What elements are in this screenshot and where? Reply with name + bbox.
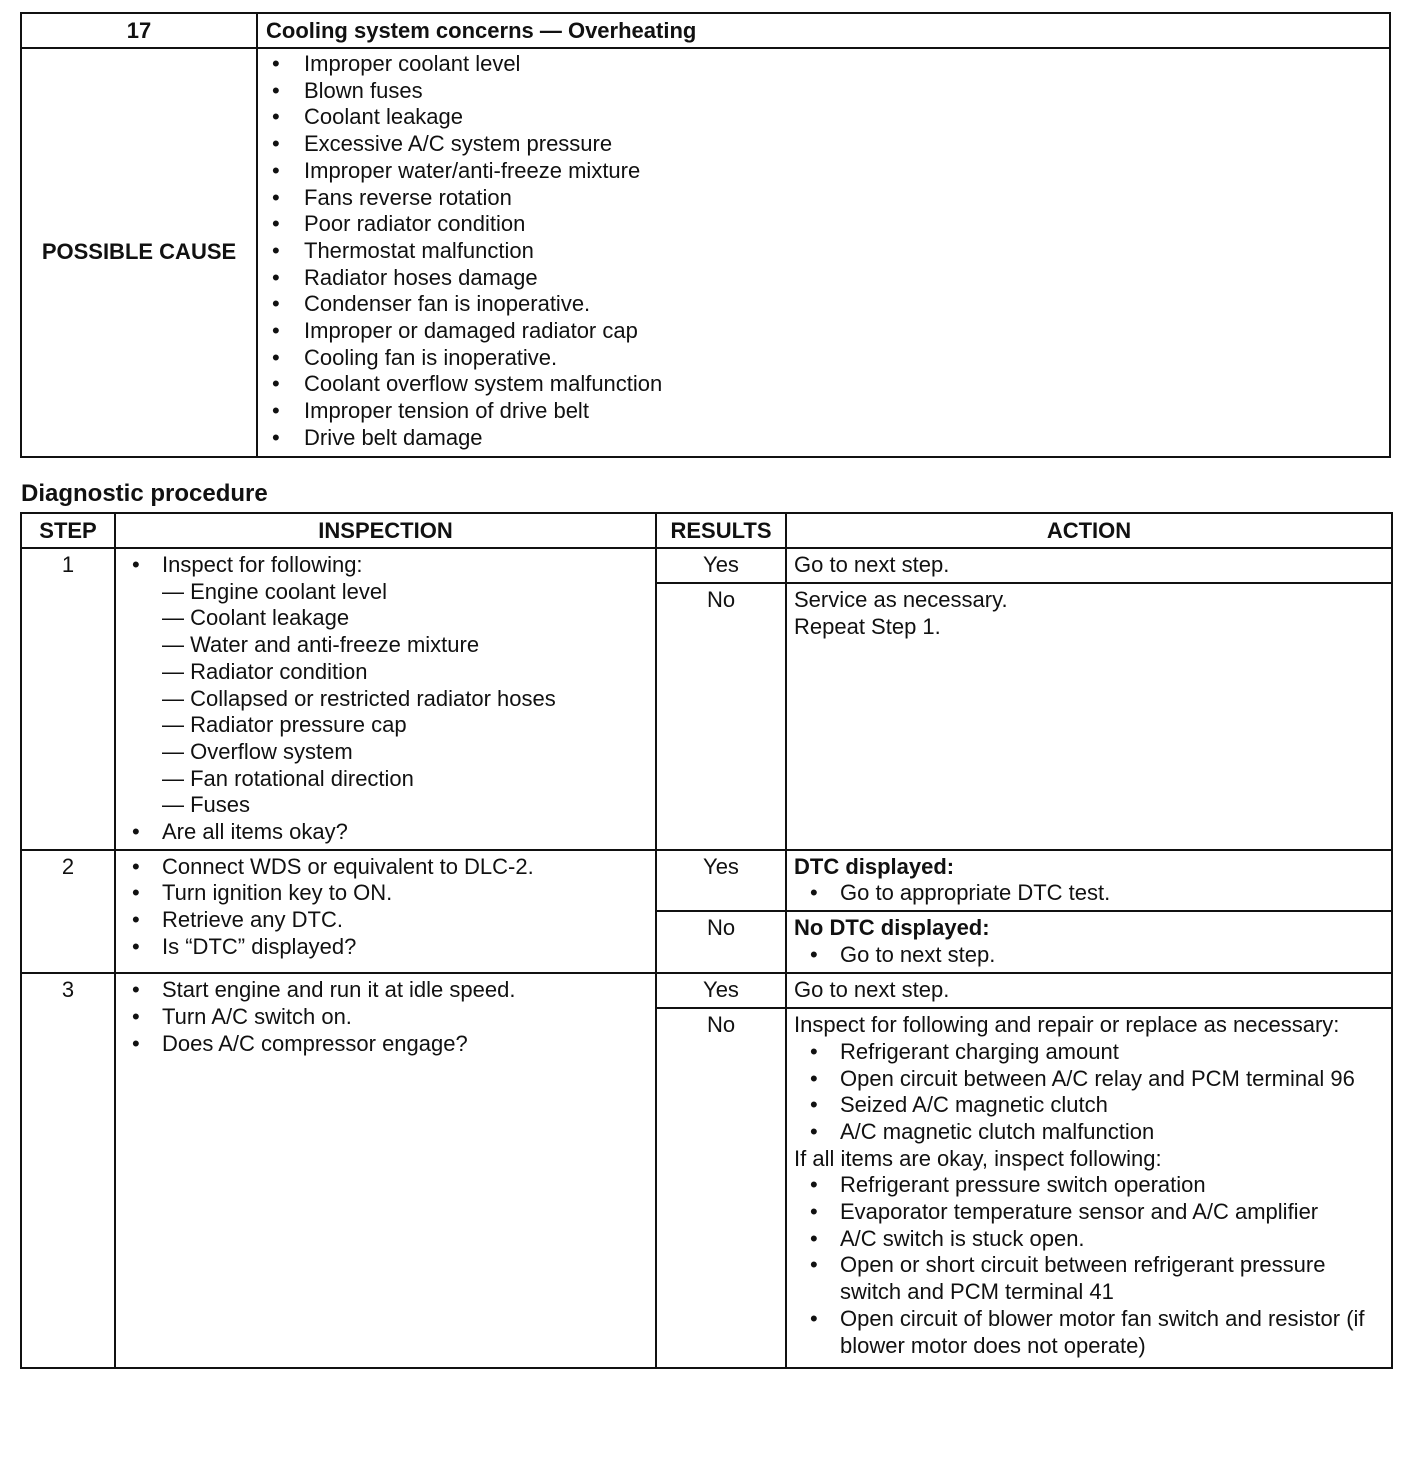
- step-3-number: 3: [21, 973, 115, 1368]
- header-action: ACTION: [786, 513, 1392, 548]
- step-3-inspect-item: • Start engine and run it at idle speed.: [116, 977, 655, 1004]
- step-3-no-item: • Refrigerant charging amount: [794, 1039, 1385, 1066]
- step-3-inspect-item: • Turn A/C switch on.: [116, 1004, 655, 1031]
- possible-cause-list-cell: [257, 48, 1390, 457]
- step-1-sub-item: — Coolant leakage: [162, 605, 350, 631]
- header-step: STEP: [21, 513, 115, 548]
- header-inspection: INSPECTION: [115, 513, 656, 548]
- step-3-no-item: • Refrigerant pressure switch operation: [794, 1172, 1385, 1199]
- procedure-title: Diagnostic procedure: [21, 480, 268, 507]
- step-3-action-no: [786, 1008, 1392, 1368]
- step-3-no-item: • Open or short circuit between refrigerant pressure switch and PCM terminal 41: [794, 1252, 1385, 1305]
- possible-cause-list: [258, 51, 1389, 452]
- step-1-sub-item: — Radiator condition: [162, 658, 368, 684]
- step-2-result-no: No: [656, 911, 786, 973]
- cause-item: • Coolant overflow system malfunction: [258, 371, 1389, 398]
- step-3-no-mid: If all items are okay, inspect following:: [794, 1145, 1162, 1171]
- cause-item: • Thermostat malfunction: [258, 238, 1389, 265]
- cause-item: • Cooling fan is inoperative.: [258, 345, 1389, 372]
- step-3-inspection: [115, 973, 656, 1368]
- step-1-sub-item: — Fuses: [162, 792, 251, 818]
- step-1-inspect-item: • Inspect for following:: [116, 552, 655, 579]
- step-1-sub-item: — Radiator pressure cap: [162, 712, 407, 738]
- cause-item: • Drive belt damage: [258, 425, 1389, 452]
- step-1-number: 1: [21, 548, 115, 850]
- symptom-table: [20, 12, 1391, 458]
- cause-item: • Improper coolant level: [258, 51, 1389, 78]
- diagnostic-procedure-table: [20, 512, 1393, 1369]
- cause-item: • Improper tension of drive belt: [258, 398, 1389, 425]
- step-3-no-intro: Inspect for following and repair or replace as necessary:: [794, 1012, 1340, 1038]
- step-2-action-no: [786, 911, 1392, 973]
- step-2-no-item: • Go to next step.: [794, 942, 1385, 969]
- possible-cause-label: POSSIBLE CAUSE: [21, 48, 257, 457]
- cause-item: • Poor radiator condition: [258, 211, 1389, 238]
- step-1-action-no-line: Service as necessary.: [794, 587, 1008, 613]
- step-2-action-yes: [786, 850, 1392, 911]
- step-2-inspect-item: • Turn ignition key to ON.: [116, 880, 655, 907]
- cause-item: • Fans reverse rotation: [258, 185, 1389, 212]
- step-3-action-yes: Go to next step.: [786, 973, 1392, 1008]
- step-3-no-item: • Evaporator temperature sensor and A/C amplifier: [794, 1199, 1385, 1226]
- header-results: RESULTS: [656, 513, 786, 548]
- step-1-inspection: [115, 548, 656, 850]
- step-1-action-yes: Go to next step.: [786, 548, 1392, 583]
- step-3-no-item: • A/C magnetic clutch malfunction: [794, 1119, 1385, 1146]
- step-2-yes-heading: DTC displayed:: [794, 853, 955, 879]
- step-3-inspect-item: • Does A/C compressor engage?: [116, 1031, 655, 1058]
- symptom-number: 17: [21, 13, 257, 48]
- step-3-result-yes: Yes: [656, 973, 786, 1008]
- step-1-sub-item: — Water and anti-freeze mixture: [162, 632, 480, 658]
- step-3-no-item: • Seized A/C magnetic clutch: [794, 1092, 1385, 1119]
- step-1-inspect-item: • Are all items okay?: [116, 819, 655, 846]
- symptom-title: Cooling system concerns — Overheating: [257, 13, 1390, 48]
- step-2-inspect-item: • Is “DTC” displayed?: [116, 934, 655, 961]
- step-3-no-item: • Open circuit between A/C relay and PCM terminal 96: [794, 1066, 1385, 1093]
- step-1-result-yes: Yes: [656, 548, 786, 583]
- step-1-sub-item: — Fan rotational direction: [162, 765, 414, 791]
- step-2-inspect-item: • Connect WDS or equivalent to DLC-2.: [116, 854, 655, 881]
- step-1-row-yes: [21, 548, 1392, 583]
- step-2-inspection: [115, 850, 656, 973]
- cause-item: • Blown fuses: [258, 78, 1389, 105]
- cause-item: • Improper water/anti-freeze mixture: [258, 158, 1389, 185]
- step-2-no-heading: No DTC displayed:: [794, 915, 990, 941]
- header-row: [21, 513, 1392, 548]
- step-1-sub-item: — Engine coolant level: [162, 578, 388, 604]
- step-1-action-no: [786, 583, 1392, 850]
- step-2-row-yes: [21, 850, 1392, 911]
- step-3-no-item: • Open circuit of blower motor fan switch and resistor (if blower motor does not operate): [794, 1306, 1385, 1359]
- step-1-sub-item: — Overflow system: [162, 738, 353, 764]
- step-2-yes-item: • Go to appropriate DTC test.: [794, 880, 1385, 907]
- cause-item: • Excessive A/C system pressure: [258, 131, 1389, 158]
- step-1-action-no-line: Repeat Step 1.: [794, 613, 941, 639]
- step-2-inspect-item: • Retrieve any DTC.: [116, 907, 655, 934]
- step-2-result-yes: Yes: [656, 850, 786, 911]
- cause-item: • Condenser fan is inoperative.: [258, 291, 1389, 318]
- step-2-number: 2: [21, 850, 115, 973]
- step-1-sub-item: — Collapsed or restricted radiator hoses: [162, 685, 556, 711]
- step-3-row-yes: [21, 973, 1392, 1008]
- cause-item: • Radiator hoses damage: [258, 265, 1389, 292]
- step-3-result-no: No: [656, 1008, 786, 1368]
- cause-item: • Coolant leakage: [258, 104, 1389, 131]
- step-1-result-no: No: [656, 583, 786, 850]
- step-3-no-item: • A/C switch is stuck open.: [794, 1226, 1385, 1253]
- cause-item: • Improper or damaged radiator cap: [258, 318, 1389, 345]
